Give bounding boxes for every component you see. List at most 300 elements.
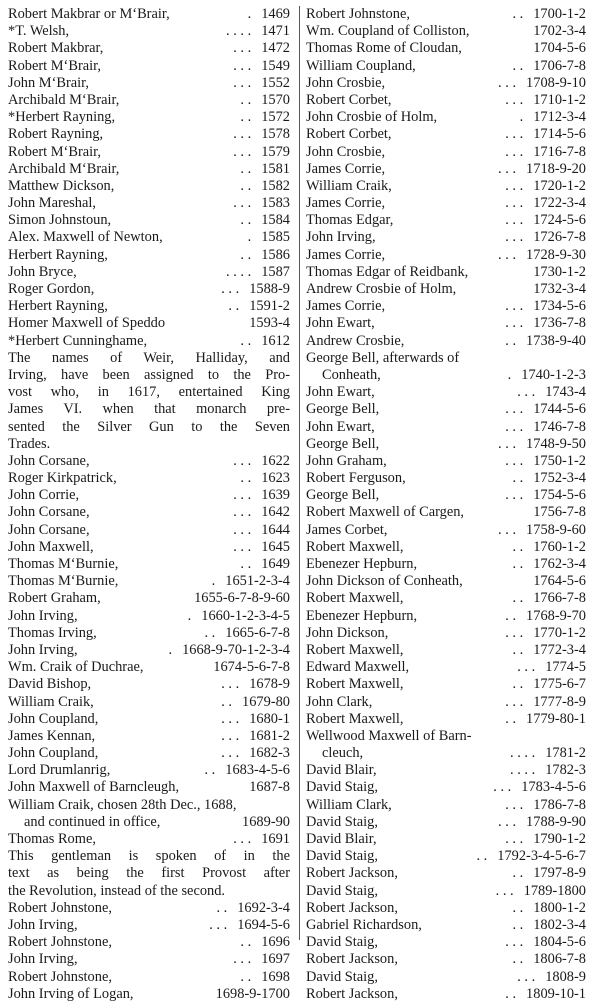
year-value: 1681-2: [249, 727, 290, 744]
leader-dots: .: [247, 6, 252, 22]
provost-entry: [306, 969, 586, 986]
leader-dots: . . .: [233, 195, 252, 212]
leader-dots: . . .: [221, 710, 240, 727]
entry-name: The names of Weir, Halliday, and: [8, 349, 290, 366]
entry-name: David Staig,: [306, 882, 378, 899]
provost-entry: [306, 229, 586, 246]
year-value: 1782-3: [545, 762, 586, 779]
entry-name: Robert Jackson,: [306, 899, 398, 916]
text-line: [8, 883, 290, 900]
leader-dots: . .: [512, 556, 524, 572]
entry-name: Edward Maxwell,: [306, 659, 410, 676]
year-value: 1639: [261, 487, 290, 504]
leader-dots: . .: [505, 710, 517, 727]
year-value: 1738-9-40: [526, 332, 586, 349]
provost-entry: [8, 298, 290, 315]
leader-dots: . .: [228, 298, 240, 315]
leader-dots: . . .: [505, 212, 524, 229]
provost-entry: [8, 75, 290, 92]
provost-entry: [306, 453, 586, 470]
entry-name: Conheath,: [322, 366, 381, 383]
entry-year: [501, 419, 586, 436]
entry-name: Robert Jackson,: [306, 951, 398, 968]
leader-dots: . .: [505, 332, 517, 349]
provost-entry: [8, 556, 290, 573]
leader-dots: . . . .: [226, 263, 252, 280]
provost-entry: [306, 865, 586, 882]
year-value: 1710-1-2: [533, 91, 586, 108]
entry-year: [501, 333, 586, 350]
entry-year: [501, 487, 586, 504]
year-value: 1752-3-4: [533, 470, 586, 487]
entry-name: Thomas Rome,: [8, 831, 96, 847]
leader-dots: . . .: [505, 143, 524, 160]
entry-name: James Corrie,: [306, 298, 386, 315]
entry-name: Wellwood Maxwell of Barn-: [306, 727, 472, 744]
entry-year: [217, 281, 290, 298]
entry-year: [501, 831, 586, 848]
entry-year: [229, 539, 290, 556]
entry-name: *T. Welsh,: [8, 23, 70, 40]
year-value: 1655-6-7-8-9-60: [194, 590, 290, 607]
provost-entry: [306, 401, 586, 418]
year-value: 1593-4: [249, 315, 290, 332]
entry-name: David Staig,: [306, 813, 378, 830]
entry-name: John Coupland,: [8, 745, 99, 762]
leader-dots: . .: [512, 590, 524, 607]
entry-name: Robert M‘Brair,: [8, 57, 101, 74]
entry-year: [494, 436, 586, 453]
entry-name: John Maxwell of Barncleugh,: [8, 779, 180, 796]
year-value: 1732-3-4: [533, 281, 586, 297]
leader-dots: . .: [476, 848, 488, 865]
entry-name: John Dickson,: [306, 624, 389, 641]
entry-year: [235, 315, 290, 332]
entry-name: Robert Johnstone,: [8, 899, 112, 916]
year-value: 1612: [261, 332, 290, 349]
provost-entry: [8, 625, 290, 642]
entry-name: Robert Maxwell,: [306, 676, 404, 693]
year-value: 1797-8-9: [533, 865, 586, 882]
provost-entry: [306, 986, 586, 1003]
entry-name: Gabriel Richardson,: [306, 916, 422, 933]
provost-entry: [306, 745, 586, 762]
entry-name: Robert Maxwell,: [306, 590, 404, 607]
entry-year: [501, 315, 586, 332]
provost-entry: [8, 676, 290, 693]
leader-dots: . .: [512, 916, 524, 933]
leader-dots: . . .: [209, 916, 228, 933]
entry-year: [489, 779, 586, 796]
provost-entry: [306, 711, 586, 728]
entry-name: John Ewart,: [306, 384, 375, 401]
provost-entry: [306, 470, 586, 487]
year-value: 1678-9: [249, 676, 290, 693]
entry-year: [205, 917, 290, 934]
provost-entry: [306, 58, 586, 75]
provost-entry: [306, 642, 586, 659]
entry-name: William Craik,: [8, 693, 94, 710]
provost-entry: [8, 126, 290, 143]
entry-year: [508, 865, 586, 882]
provost-entry: [8, 281, 290, 298]
year-value: 1649: [261, 556, 290, 572]
entry-year: [229, 195, 290, 212]
provost-entry: [8, 522, 290, 539]
entry-year: [501, 401, 586, 418]
entry-name: David Blair,: [306, 831, 377, 847]
provost-entry: [8, 762, 290, 779]
leader-dots: . . .: [233, 40, 252, 57]
year-value: 1770-1-2: [533, 624, 586, 641]
provost-entry: [306, 333, 586, 350]
entry-year: [501, 711, 586, 728]
provost-entry: [306, 814, 586, 831]
leader-dots: . . .: [498, 246, 517, 263]
year-value: 1623: [261, 470, 290, 487]
entry-name: David Bishop,: [8, 676, 92, 693]
text-line: [8, 401, 290, 418]
provost-entry: [8, 264, 290, 281]
year-value: 1714-5-6: [533, 126, 586, 143]
entry-name: Homer Maxwell of Speddo: [8, 315, 166, 332]
entry-year: [229, 831, 290, 848]
leader-dots: . .: [240, 246, 252, 263]
entry-year: [208, 573, 290, 590]
provost-entry: [8, 573, 290, 590]
year-value: 1758-9-60: [526, 521, 586, 538]
provost-entry: [8, 539, 290, 556]
entry-name: George Bell,: [306, 435, 380, 452]
entry-name: John Irving,: [8, 916, 78, 933]
leader-dots: . . .: [505, 624, 524, 641]
year-value: 1698-9-1700: [215, 985, 290, 1002]
entry-name: David Staig,: [306, 848, 378, 865]
provost-entry: [306, 625, 586, 642]
leader-dots: . .: [240, 160, 252, 177]
year-value: 1697: [261, 951, 290, 968]
entry-name: William Coupland,: [306, 57, 416, 74]
year-value: 1588-9: [249, 281, 290, 297]
entry-year: [236, 109, 290, 126]
year-value: 1746-7-8: [533, 418, 586, 435]
entry-name: *Herbert Rayning,: [8, 109, 116, 126]
year-value: 1726-7-8: [533, 229, 586, 246]
entry-name: George Bell,: [306, 487, 380, 504]
entry-name: Robert Ferguson,: [306, 470, 406, 487]
entry-name: James Kennan,: [8, 727, 96, 744]
year-value: 1730-1-2: [533, 263, 586, 280]
entry-year: [516, 109, 586, 126]
entry-name: John Crosbie,: [306, 74, 386, 91]
leader-dots: .: [168, 641, 173, 658]
entry-name: John Coupland,: [8, 710, 99, 727]
provost-entry: [306, 419, 586, 436]
entry-name: text as being the first Provost after: [8, 865, 290, 882]
entry-year: [217, 745, 290, 762]
entry-name: John Crosbie of Holm,: [306, 109, 438, 126]
leader-dots: . .: [240, 470, 252, 487]
entry-name: John Irving,: [306, 229, 376, 246]
entry-year: [228, 814, 290, 831]
entry-year: [506, 745, 586, 762]
provost-entry: [306, 40, 586, 57]
provost-entry: [306, 109, 586, 126]
entry-name: John Corrie,: [8, 487, 80, 504]
provost-entry: [306, 487, 586, 504]
year-value: 1645: [261, 538, 290, 555]
year-value: 1708-9-10: [526, 74, 586, 91]
provost-entry: [306, 178, 586, 195]
leader-dots: . .: [240, 177, 252, 194]
entry-year: [236, 333, 290, 350]
leader-dots: . .: [512, 641, 524, 658]
entry-name: This gentleman is spoken of in the: [8, 848, 290, 865]
leader-dots: . . . .: [510, 762, 536, 779]
leader-dots: . .: [216, 899, 228, 916]
entry-year: [519, 504, 586, 521]
entry-year: [202, 986, 290, 1003]
leader-dots: . . .: [505, 934, 524, 951]
year-value: 1694-5-6: [237, 916, 290, 933]
entry-year: [472, 848, 586, 865]
entry-name: Robert Johnstone,: [306, 6, 410, 22]
entry-name: Robert Graham,: [8, 590, 101, 607]
provost-entry: [8, 659, 290, 676]
leader-dots: . . .: [505, 195, 524, 212]
year-value: 1674-5-6-7-8: [213, 659, 290, 676]
entry-name: James Corbet,: [306, 521, 388, 538]
year-value: 1777-8-9: [533, 693, 586, 710]
year-value: 1570: [261, 91, 290, 108]
text-line: [8, 865, 290, 882]
provost-entry: [8, 229, 290, 246]
provost-entry: [306, 384, 586, 401]
entry-name: John Graham,: [306, 452, 387, 469]
leader-dots: . . .: [233, 504, 252, 521]
entry-year: [501, 625, 586, 642]
left-column: [8, 6, 290, 1003]
year-value: 1706-7-8: [533, 57, 586, 74]
provost-entry: [8, 487, 290, 504]
provost-entry: [306, 522, 586, 539]
year-value: 1586: [261, 246, 290, 263]
year-value: 1622: [261, 452, 290, 469]
entry-name: John Dickson of Conheath,: [306, 573, 463, 590]
entry-name: John Irving of Logan,: [8, 985, 134, 1002]
provost-entry: [306, 247, 586, 264]
provost-entry: [306, 883, 586, 900]
right-column: [306, 6, 586, 1003]
provost-entry: [8, 779, 290, 796]
entry-year: [501, 212, 586, 229]
entry-year: [224, 298, 290, 315]
entry-name: William Craik,: [306, 177, 392, 194]
entry-year: [508, 470, 586, 487]
leader-dots: . . .: [233, 57, 252, 74]
provost-entry: [306, 831, 586, 848]
year-value: 1740-1-2-3: [521, 366, 586, 383]
leader-dots: . . .: [221, 727, 240, 744]
leader-dots: . . .: [233, 521, 252, 538]
entry-year: [492, 883, 586, 900]
leader-dots: . .: [240, 212, 252, 229]
entry-name: William Clark,: [306, 796, 392, 813]
year-value: 1642: [261, 504, 290, 521]
entry-year: [229, 453, 290, 470]
leader-dots: . . .: [498, 160, 517, 177]
entry-name: Roger Gordon,: [8, 281, 95, 297]
entry-year: [513, 659, 586, 676]
text-line: [8, 848, 290, 865]
entry-year: [229, 144, 290, 161]
leader-dots: . .: [204, 762, 216, 779]
leader-dots: . .: [240, 332, 252, 349]
entry-name: Robert Makbrar or M‘Brair,: [8, 6, 170, 22]
entry-year: [236, 247, 290, 264]
provost-entry: [8, 917, 290, 934]
entry-name: John Maxwell,: [8, 538, 94, 555]
leader-dots: . . .: [233, 487, 252, 504]
year-value: 1716-7-8: [533, 143, 586, 160]
leader-dots: . . .: [495, 882, 514, 899]
provost-entry: [306, 298, 586, 315]
provost-entry: [8, 969, 290, 986]
provost-entry: [8, 6, 290, 23]
entry-year: [199, 659, 290, 676]
year-value: 1585: [261, 229, 290, 246]
leader-dots: . .: [221, 693, 233, 710]
provost-entry: [306, 195, 586, 212]
entry-name: the Revolution, instead of the second.: [8, 882, 226, 899]
entry-name: Robert Maxwell of Cargen,: [306, 504, 464, 521]
entry-year: [501, 178, 586, 195]
provost-entry: [306, 367, 586, 384]
leader-dots: . .: [204, 624, 216, 641]
column-divider: [299, 6, 300, 940]
provost-entry: [306, 436, 586, 453]
text-line: [306, 728, 586, 745]
entry-name: John Corsane,: [8, 521, 90, 538]
provost-entry: [8, 144, 290, 161]
entry-name: James Corrie,: [306, 195, 386, 212]
leader-dots: . .: [240, 556, 252, 572]
leader-dots: .: [211, 573, 216, 590]
provost-entry: [8, 315, 290, 332]
leader-dots: . .: [505, 607, 517, 624]
entry-year: [217, 711, 290, 728]
year-value: 1724-5-6: [533, 212, 586, 229]
provost-entry: [8, 178, 290, 195]
provost-entry: [8, 161, 290, 178]
entry-name: Robert Johnstone,: [8, 968, 112, 985]
year-value: 1579: [261, 143, 290, 160]
leader-dots: . .: [512, 470, 524, 487]
text-line: [8, 436, 290, 453]
leader-dots: . . .: [505, 298, 524, 315]
entry-name: David Staig,: [306, 779, 378, 796]
entry-year: [222, 23, 290, 40]
provost-entry: [306, 573, 586, 590]
entry-name: Simon Johnstoun,: [8, 212, 112, 229]
leader-dots: . . .: [233, 538, 252, 555]
entry-name: *Herbert Cunninghame,: [8, 332, 148, 349]
year-value: 1578: [261, 126, 290, 143]
year-value: 1472: [261, 40, 290, 57]
year-value: 1756-7-8: [533, 504, 586, 521]
entry-year: [501, 144, 586, 161]
year-value: 1689-90: [242, 813, 290, 830]
entry-name: David Blair,: [306, 762, 377, 779]
provost-entry: [306, 6, 586, 23]
provost-entry: [8, 814, 290, 831]
year-value: 1736-7-8: [533, 315, 586, 332]
provost-entry: [306, 212, 586, 229]
provost-entry: [8, 58, 290, 75]
provost-entry: [306, 676, 586, 693]
leader-dots: . .: [240, 91, 252, 108]
leader-dots: . . .: [498, 521, 517, 538]
entry-year: [236, 969, 290, 986]
text-line: [8, 350, 290, 367]
leader-dots: . .: [240, 968, 252, 985]
year-value: 1552: [261, 74, 290, 91]
provost-entry: [8, 212, 290, 229]
year-value: 1582: [261, 177, 290, 194]
provost-entry: [8, 986, 290, 1003]
provost-entry: [306, 504, 586, 521]
year-value: 1743-4: [545, 384, 586, 401]
entry-year: [508, 676, 586, 693]
year-value: 1722-3-4: [533, 195, 586, 212]
year-value: 1680-1: [249, 710, 290, 727]
entry-year: [513, 384, 586, 401]
provost-entry: [8, 333, 290, 350]
leader-dots: . .: [512, 899, 524, 916]
leader-dots: . . .: [233, 126, 252, 143]
entry-year: [217, 728, 290, 745]
leader-dots: . . .: [498, 74, 517, 91]
year-value: 1764-5-6: [533, 573, 586, 590]
year-value: 1683-4-5-6: [225, 762, 290, 779]
entry-year: [501, 92, 586, 109]
provost-entry: [8, 694, 290, 711]
entry-year: [200, 625, 290, 642]
provost-entry: [306, 75, 586, 92]
year-value: 1804-5-6: [533, 934, 586, 951]
provost-entry: [8, 900, 290, 917]
year-value: 1768-9-70: [526, 607, 586, 624]
provost-entry: [8, 745, 290, 762]
entry-year: [508, 951, 586, 968]
entry-year: [494, 75, 586, 92]
year-value: 1788-9-90: [526, 813, 586, 830]
leader-dots: .: [507, 366, 512, 383]
provost-entry: [306, 590, 586, 607]
entry-name: Robert M‘Brair,: [8, 143, 101, 160]
year-value: 1572: [261, 109, 290, 126]
leader-dots: .: [247, 229, 252, 246]
leader-dots: . . .: [233, 831, 252, 847]
leader-dots: . . .: [505, 91, 524, 108]
leader-dots: . . .: [505, 418, 524, 435]
year-value: 1471: [261, 23, 290, 40]
leader-dots: . . .: [498, 435, 517, 452]
year-value: 1792-3-4-5-6-7: [497, 848, 586, 865]
leader-dots: . . .: [505, 487, 524, 504]
entry-year: [506, 762, 586, 779]
entry-name: Trades.: [8, 435, 51, 452]
